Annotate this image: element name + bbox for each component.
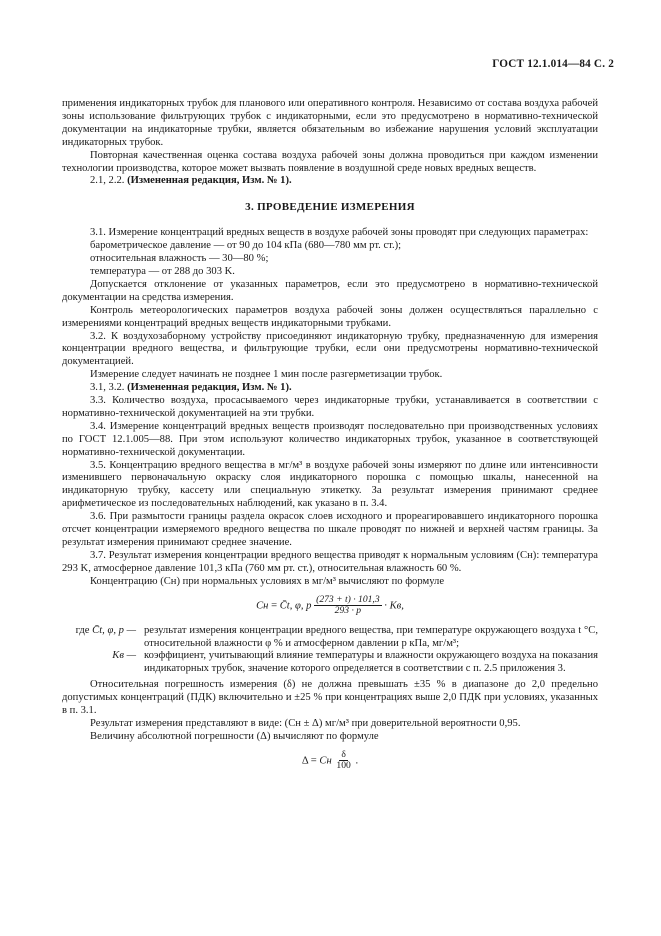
paragraph: Допускается отклонение от указанных параметров, если это предусмотрено в нормативно-технической документации на средства измерения. — [62, 278, 598, 303]
formula-abs-error — [62, 750, 598, 772]
formula2-fraction — [334, 750, 352, 772]
definition-text: коэффициент, учитывающий влияние температуры и влажности окружающего воздуха на показания индикаторных трубок, значение которого определяется в соответствии с п. 2.5 приложения 3. — [144, 650, 598, 675]
edit-note — [62, 175, 598, 188]
paragraph: 3.7. Результат измерения концентрации вредного вещества приводят к нормальным условиям (Cн): температура 293 K, атмосферное давление 101,3 кПа (760 мм рт. ст.), относительная влажность 60 %. — [62, 549, 598, 574]
fraction-numerator: (273 + t) · 101,3 — [316, 593, 380, 605]
paragraph: Величину абсолютной погрешности (Δ) вычисляют по формуле — [90, 730, 379, 742]
edit-note-number: 2.1, 2.2. — [90, 175, 125, 187]
fraction-denominator: 293 · p — [334, 605, 362, 617]
paragraph: 3.6. При размытости границы раздела окрасок слоев исходного и прореагировавшего индикаторного порошка отсчет концентрации измеряемого вредного вещества по шкале проводят по нижней и верхней частям границы. За результат измерения принимают среднее значение. — [62, 511, 598, 548]
formula2-tail: . — [355, 755, 359, 767]
paragraph: 3.3. Количество воздуха, просасываемого через индикаторные трубки, устанавливается в соответствии с нормативно-технической документацией на эти трубки. — [62, 395, 598, 419]
edit-note-text: (Измененная редакция, Изм. № 1). — [127, 175, 292, 187]
paragraph: 3.4. Измерение концентраций вредных веществ производят последовательно при производственных условиях по ГОСТ 12.1.005—88. При этом используют количество индикаторных трубок, указанное в соответствующей нормативно-технической документации. — [62, 420, 598, 458]
edit-note — [62, 382, 598, 395]
where-label: где — [75, 624, 90, 636]
formula2-lhs: Δ = — [301, 755, 317, 767]
formula-lhs: Cн — [256, 600, 269, 612]
fraction-numerator: δ — [341, 748, 346, 760]
page-header: ГОСТ 12.1.014—84 С. 2 — [492, 58, 614, 70]
paragraph: Результат измерения представляют в виде: (Cн ± Δ) мг/м³ при доверительной вероятности 0,95. — [90, 717, 521, 729]
param-item: барометрическое давление — от 90 до 104 кПа (680—780 мм рт. ст.); — [90, 240, 402, 252]
paragraph: 3.1. Измерение концентраций вредных веществ в воздухе рабочей зоны проводят при следующих параметрах: — [90, 227, 589, 239]
edit-note-text: (Измененная редакция, Изм. № 1). — [127, 382, 292, 394]
param-item: относительная влажность — 30—80 %; — [90, 253, 269, 265]
formula2-c: Cн — [319, 755, 332, 767]
paragraph: 3.5. Концентрацию вредного вещества в мг/м³ в воздухе рабочей зоны измеряют по длине или интенсивности изменившего первоначальную окраску слоя индикаторного порошка с помощью шкалы, нанесенной на индикаторную трубку, кассету или специальную этикетку. За результат измерения принимают среднее арифметическое из последовательных наблюдений, как указано в п. 3.4. — [62, 459, 598, 510]
formula-concentration — [62, 595, 598, 617]
definition-term: Kв — — [112, 650, 136, 662]
definition-term — [62, 625, 144, 651]
paragraph: Измерение следует начинать не позднее 1 мин после разгерметизации трубок. — [90, 369, 443, 381]
formula-tail: · Kв, — [384, 600, 404, 612]
paragraph: Контроль метеорологических параметров воздуха рабочей зоны должен осуществляться параллельно с измерениями концентраций вредных веществ индикаторными трубками. — [62, 304, 598, 329]
paragraph: Концентрацию (Cн) при нормальных условиях в мг/м³ вычисляют по формуле — [90, 575, 445, 587]
paragraph: применения индикаторных трубок для планового или оперативного контроля. Независимо от состава воздуха рабочей зоны использование фильтрующих трубок с индикаторными, если это предусмотрено в нормативно-технической документации на индикаторные трубки, является обязательным во избежание нарушения условий эксплуатации индикаторных трубок. — [62, 98, 598, 148]
param-item: температура — от 288 до 303 K. — [90, 265, 235, 277]
fraction-denominator: 100 — [336, 760, 351, 772]
term-ct: C̄t, φ, p — — [92, 624, 136, 636]
definitions-list — [62, 625, 598, 677]
section-title: 3. ПРОВЕДЕНИЕ ИЗМЕРЕНИЯ — [245, 201, 415, 214]
formula-ct: C̄t, φ, p — [279, 600, 312, 612]
document-body — [62, 98, 598, 780]
definition-text: результат измерения концентрации вредного вещества, при температуре окружающего воздуха t °C, относительной влажности φ % и атмосферном давлении p кПа, мг/м³; — [144, 624, 598, 649]
edit-note-number: 3.1, 3.2. — [90, 382, 125, 394]
paragraph: 3.2. К воздухозаборному устройству присоединяют индикаторную трубку, предназначенную для измерения концентрации вредного вещества, и фильтрующие трубки, если они предусмотрены нормативно-технической документацией. — [62, 330, 598, 368]
paragraph: Относительная погрешность измерения (δ) не должна превышать ±35 % в диапазоне до 2,0 предельно допустимых концентраций (ПДК) включительно и ±25 % при концентрациях выше 2,0 ПДК при условиях, указанных в п. 3.1. — [62, 679, 598, 717]
formula-fraction — [314, 595, 382, 617]
formula-equals: = — [271, 600, 278, 612]
paragraph: Повторная качественная оценка состава воздуха рабочей зоны должна проводиться при каждом изменении технологии производства, которое может вызвать появление в воздушной среде новых вредных веществ. — [62, 149, 598, 174]
